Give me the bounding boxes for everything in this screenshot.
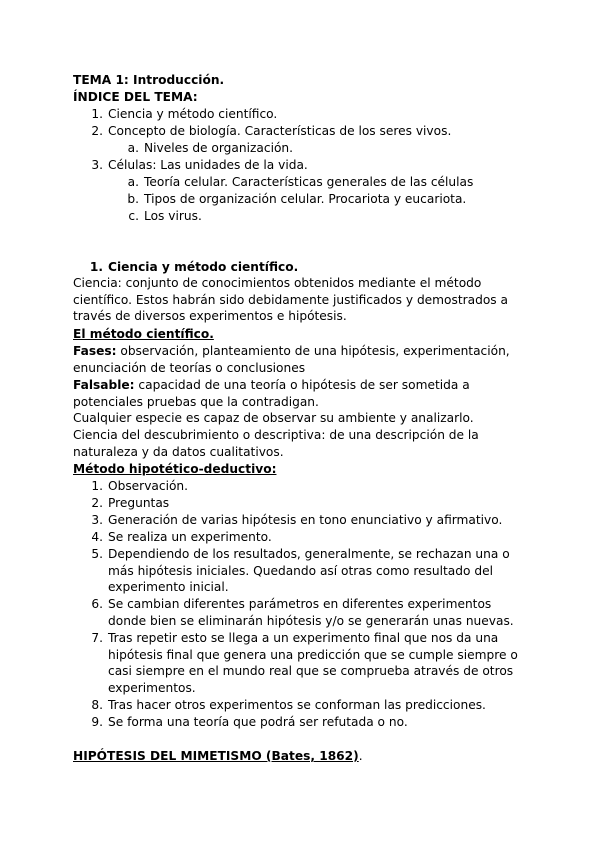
falsable-paragraph	[73, 377, 518, 410]
hipotetico-heading: Método hipotético-deductivo:	[73, 462, 277, 476]
metodo-heading: El método científico.	[73, 327, 214, 341]
ciencia-paragraph: Ciencia: conjunto de conocimientos obtenidos mediante el método científico. Estos habrán sido debidamente justificados y demostrados a través de diversos experimentos e hipótesis.	[73, 276, 508, 324]
mimetismo-heading-line	[73, 748, 363, 765]
falsable-text: capacidad de una teoría o hipótesis de ser sometida a potenciales pruebas que la contradigan.	[73, 378, 470, 409]
fases-label: Fases:	[73, 344, 117, 358]
index-heading: ÍNDICE DEL TEMA:	[73, 90, 198, 104]
document-title: TEMA 1: Introducción.	[73, 73, 225, 87]
fases-text: observación, planteamiento de una hipótesis, experimentación, enunciación de teorías o conclusiones	[73, 344, 510, 375]
falsable-label: Falsable:	[73, 378, 135, 392]
document-page: TEMA 1: Introducción. ÍNDICE DEL TEMA: 1. Ciencia y método científico. 2. Concepto de biología. Características de los seres vivos. a. Niveles de organización. 3. Células: Las unidades de la vida. a. Teoría celular. Características generales de las células b. Tipos de organización celular. Procariota y eucariota. c. Los virus. 1. Ciencia y método científico. Ciencia: conjunto de conocimientos obtenidos mediante el método científico. Estos habrán sido debidamente justificados y demostrados a través de diversos experimentos e hipótesis. El método científico. Fases: observación, planteamiento de una hipótesis, experimentación, enunciación de teorías o conclusiones Falsable: capacidad de una teoría o hipótesis de ser sometida a potenciales pruebas que la contradigan. Cualquier especie es capaz de observar su ambiente y analizarlo. Ciencia del descubrimiento o descriptiva: de una descripción de la naturaleza y da datos cualitativos. Método hipotético-deductivo: 1. Observación. 2. Preguntas 3. Generación de varias hipótesis en tono enunciativo y afirmativo. 4. Se realiza un experimento. 5. Dependiendo de los resultados, generalmente, se rechazan una o más hipótesis iniciales. Quedando así otras como resultado del experimento inicial. 6. Se cambian diferentes parámetros en diferentes experimentos donde bien se eliminarán hipótesis y/o se generarán unas nuevas. 7. Tras repetir esto se llega a un experimento final que nos da una hipótesis final que genera una predicción que se cumple siempre o casi siempre en el mundo real que se comprueba através de otros experimentos. 8. Tras hacer otros experimentos se conforman las predicciones. 9. Se forma una teoría que podrá ser refutada o no. HIPÓTESIS DEL MIMETISMO (Bates, 1862).	[73, 73, 518, 763]
especie-paragraph: Cualquier especie es capaz de observar su ambiente y analizarlo.	[73, 411, 474, 425]
mimetismo-suffix: .	[358, 749, 363, 763]
descubrimiento-paragraph: Ciencia del descubrimiento o descriptiva: de una descripción de la naturaleza y da datos cualitativos.	[73, 428, 479, 459]
mimetismo-heading: HIPÓTESIS DEL MIMETISMO (Bates, 1862)	[73, 749, 359, 763]
fases-paragraph	[73, 343, 518, 376]
